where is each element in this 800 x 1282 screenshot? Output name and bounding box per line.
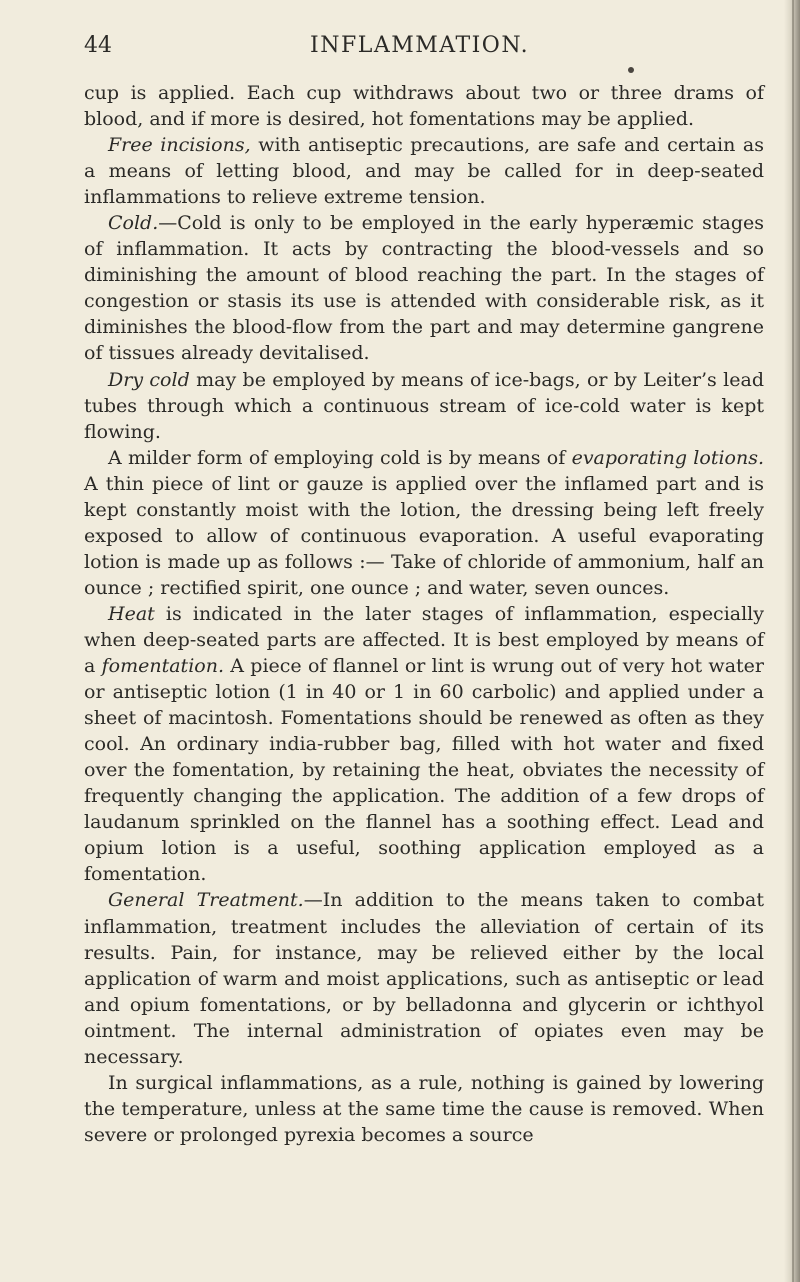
paragraph-lead: Cold.	[108, 212, 159, 235]
paragraph-text: cup is applied. Each cup withdraws about two or three drams of blood, and if more is desired, hot fomentations may be applied.	[84, 82, 764, 131]
paragraph-emphasis: fomentation.	[101, 655, 224, 678]
paragraph-cold	[84, 210, 764, 366]
paragraph-general-treatment	[84, 887, 764, 1069]
paragraph-text: is indicated in the later stages of inflammation, especially when deep-seated parts are affected. It is best employed by means of a	[84, 602, 764, 678]
paragraph-lead: General Treatment.	[108, 889, 304, 912]
paragraph-text: —Cold is only to be employed in the early hyperæmic stages of inflammation. It acts by contracting the blood-vessels and so diminishing the amount of blood reaching the part. In the stages of congestion or stasis its use is attended with considerable risk, as it diminishes the blood-flow from the part and may determine gangrene of tissues already devitalised.	[84, 212, 764, 365]
body-text	[84, 80, 764, 1148]
paragraph-text: In surgical inflammations, as a rule, nothing is gained by lowering the temperature, unless at the same time the cause is removed. When severe or prolonged pyrexia becomes a source	[84, 1071, 764, 1146]
ink-speck	[628, 67, 634, 73]
paragraph-text: A piece of flannel or lint is wrung out of very hot water or antiseptic lotion (1 in 40 or 1 in 60 carbolic) and applied under a sheet of macintosh. Fomentations should be renewed as often as they cool. An ordinary india-rubber bag, filled with hot water and fixed over the fomentation, by retaining the heat, obviates the necessity of frequently changing the application. The addition of a few drops of laudanum sprinkled on the flannel has a soothing effect. Lead and opium lotion is a useful, soothing application employed as a fomentation.	[84, 655, 764, 886]
paragraph-lead: Dry cold	[108, 368, 190, 391]
paragraph-emphasis: evaporating lotions.	[571, 446, 764, 469]
page-header	[84, 28, 724, 64]
paragraph-lead: Heat	[108, 602, 155, 625]
paragraph-free-incisions	[84, 132, 764, 210]
page-number: 44	[84, 33, 112, 58]
paragraph-text: with antiseptic precautions, are safe and certain as a means of letting blood, and may be called for in deep-seated inflammations to relieve extreme tension.	[84, 134, 764, 209]
paragraph-lead: Free incisions,	[108, 134, 251, 157]
paragraph-heat	[84, 601, 764, 888]
paragraph-text: A thin piece of lint or gauze is applied over the inflamed part and is kept constantly moist with the lotion, the dressing being left freely exposed to allow of continuous evaporation. A useful evaporating lotion is made up as follows :— Take of chloride of ammonium, half an ounce ; rectified spirit, one ounce ; and water, seven ounces.	[84, 472, 764, 599]
running-head: INFLAMMATION.	[310, 33, 530, 58]
paragraph-text: A milder form of employing cold is by means of	[108, 446, 572, 469]
paragraph-cup-applied	[84, 80, 764, 132]
paragraph-text: may be employed by means of ice-bags, or by Leiter’s lead tubes through which a continuous stream of ice-cold water is kept flowing.	[84, 368, 764, 443]
paragraph-evaporating-lotions	[84, 445, 764, 601]
paragraph-dry-cold	[84, 367, 764, 445]
paragraph-surgical-inflammations	[84, 1070, 764, 1148]
paragraph-text: —In addition to the means taken to combat inflammation, treatment includes the alleviation of certain of its results. Pain, for instance, may be relieved either by the local application of warm and moist applications, such as antiseptic or lead and opium fomentations, or by belladonna and glycerin or ichthyol ointment. The internal administration of opiates even may be necessary.	[84, 889, 764, 1068]
page-edge-line	[792, 0, 794, 1282]
